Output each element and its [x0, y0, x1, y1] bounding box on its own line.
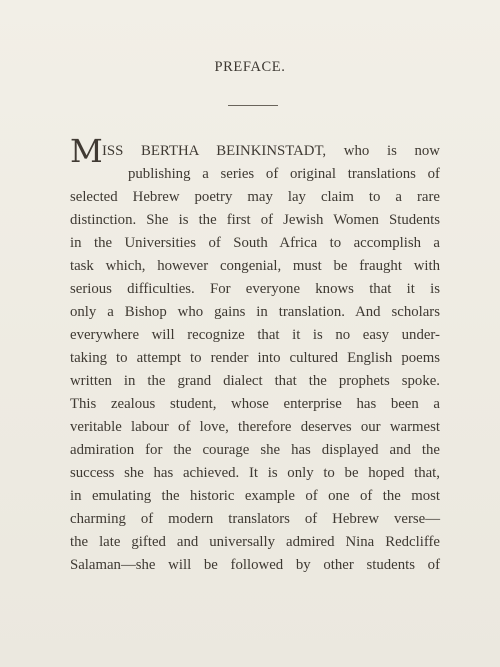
text-line: publishing a series of original translations of	[128, 166, 440, 182]
text-line: taking to attempt to render into cultured English poems	[70, 350, 440, 366]
text-line: in the Universities of South Africa to accomplish a	[70, 235, 440, 251]
text-line: selected Hebrew poetry may lay claim to a rare	[70, 189, 440, 205]
first-line	[70, 132, 440, 170]
text-line: Salaman—she will be followed by other students of	[70, 557, 440, 573]
page-title: PREFACE.	[214, 59, 286, 75]
title-divider	[228, 105, 278, 106]
text-line: distinction. She is the first of Jewish Women Students	[70, 212, 440, 228]
text-line: success she has achieved. It is only to be hoped that,	[70, 465, 440, 481]
text-line: charming of modern translators of Hebrew verse—	[70, 511, 440, 527]
preface-paragraph	[70, 132, 440, 577]
drop-cap: M	[70, 132, 101, 170]
first-line-text: ISS BERTHA BEINKINSTADT, who is now	[102, 143, 440, 159]
text-line: This zealous student, whose enterprise has been a	[70, 396, 440, 412]
text-line: admiration for the courage she has displayed and the	[70, 442, 440, 458]
text-line: in emulating the historic example of one of the most	[70, 488, 440, 504]
text-line: serious difficulties. For everyone knows that it is	[70, 281, 440, 297]
text-line: the late gifted and universally admired Nina Redcliffe	[70, 534, 440, 550]
text-line: task which, however congenial, must be fraught with	[70, 258, 440, 274]
text-line: everywhere will recognize that it is no easy under-	[70, 327, 440, 343]
text-line: only a Bishop who gains in translation. And scholars	[70, 304, 440, 320]
text-line: written in the grand dialect that the prophets spoke.	[70, 373, 440, 389]
text-line: veritable labour of love, therefore deserves our warmest	[70, 419, 440, 435]
